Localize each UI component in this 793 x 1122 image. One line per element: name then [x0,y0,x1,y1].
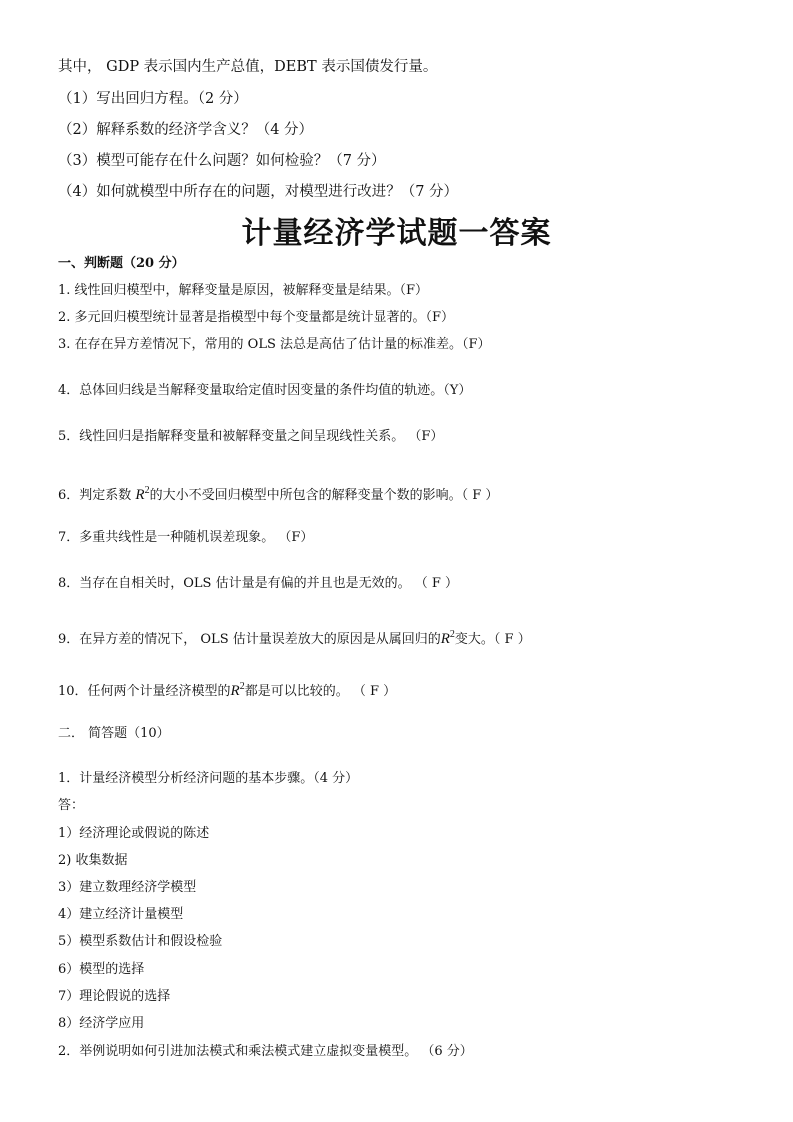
item-9-text-end: 变大。（ F ） [454,632,531,647]
judgement-item-10 [58,678,396,701]
answer-step: 7）理论假说的选择 [58,989,171,1004]
answer-step: 6）模型的选择 [58,962,145,977]
question-4: （4）如何就模型中所存在的问题，对模型进行改进？（7 分） [58,184,459,200]
judgement-item-9 [58,626,531,649]
r-squared-symbol: $R^2$ [230,681,245,699]
item-10-text-end: 都是可以比较的。 （ F ） [244,684,397,699]
page-title: 计量经济学试题一答案 [241,216,552,251]
r-squared-symbol: $R^2$ [440,629,455,647]
answer-step: 1）经济理论或假说的陈述 [58,826,210,841]
question-2: （2）解释系数的经济学含义？（4 分） [58,122,314,138]
answer-step: 2) 收集数据 [58,853,128,868]
r-squared-symbol: $R^2$ [135,485,150,503]
answer-step: 3）建立数理经济学模型 [58,880,197,895]
answer-label: 答： [58,798,85,813]
question-3: （3）模型可能存在什么问题？如何检验？（7 分） [58,153,386,169]
judgement-item-5: 5．线性回归是指解释变量和被解释变量之间呈现线性关系。 （F） [58,429,444,444]
intro-text: 其中， GDP 表示国内生产总值，DEBT 表示国债发行量。 [58,59,438,75]
section-1-heading: 一、判断题（20 分） [58,256,185,271]
judgement-item-8: 8．当存在自相关时，OLS 估计量是有偏的并且也是无效的。 （ F ） [58,576,459,591]
item-6-text-end: 的大小不受回归模型中所包含的解释变量个数的影响。（ F ） [149,488,499,503]
judgement-item-7: 7．多重共线性是一种随机误差现象。 （F） [58,530,314,545]
judgement-item-4: 4．总体回归线是当解释变量取给定值时因变量的条件均值的轨迹。（Y） [58,383,472,398]
judgement-item-3: 3. 在存在异方差情况下，常用的 OLS 法总是高估了估计量的标准差。（F） [58,337,491,352]
short-answer-q2: 2．举例说明如何引进加法模式和乘法模式建立虚拟变量模型。 （6 分） [58,1044,473,1059]
item-6-text-start: 6．判定系数 [58,488,136,503]
item-9-text-start: 9．在异方差的情况下， OLS 估计量误差放大的原因是从属回归的 [58,632,441,647]
item-10-text-start: 10．任何两个计量经济模型的 [58,684,231,699]
answer-step: 4）建立经济计量模型 [58,907,184,922]
section-2-heading: 二． 简答题（10） [58,726,170,741]
judgement-item-2: 2. 多元回归模型统计显著是指模型中每个变量都是统计显著的。（F） [58,310,455,325]
judgement-item-1: 1. 线性回归模型中，解释变量是原因，被解释变量是结果。（F） [58,283,429,298]
answer-step: 5）模型系数估计和假设检验 [58,934,223,949]
short-answer-q1: 1．计量经济模型分析经济问题的基本步骤。（4 分） [58,771,359,786]
judgement-item-6 [58,482,498,505]
question-1: （1）写出回归方程。（2 分） [58,91,248,107]
answer-step: 8）经济学应用 [58,1016,145,1031]
